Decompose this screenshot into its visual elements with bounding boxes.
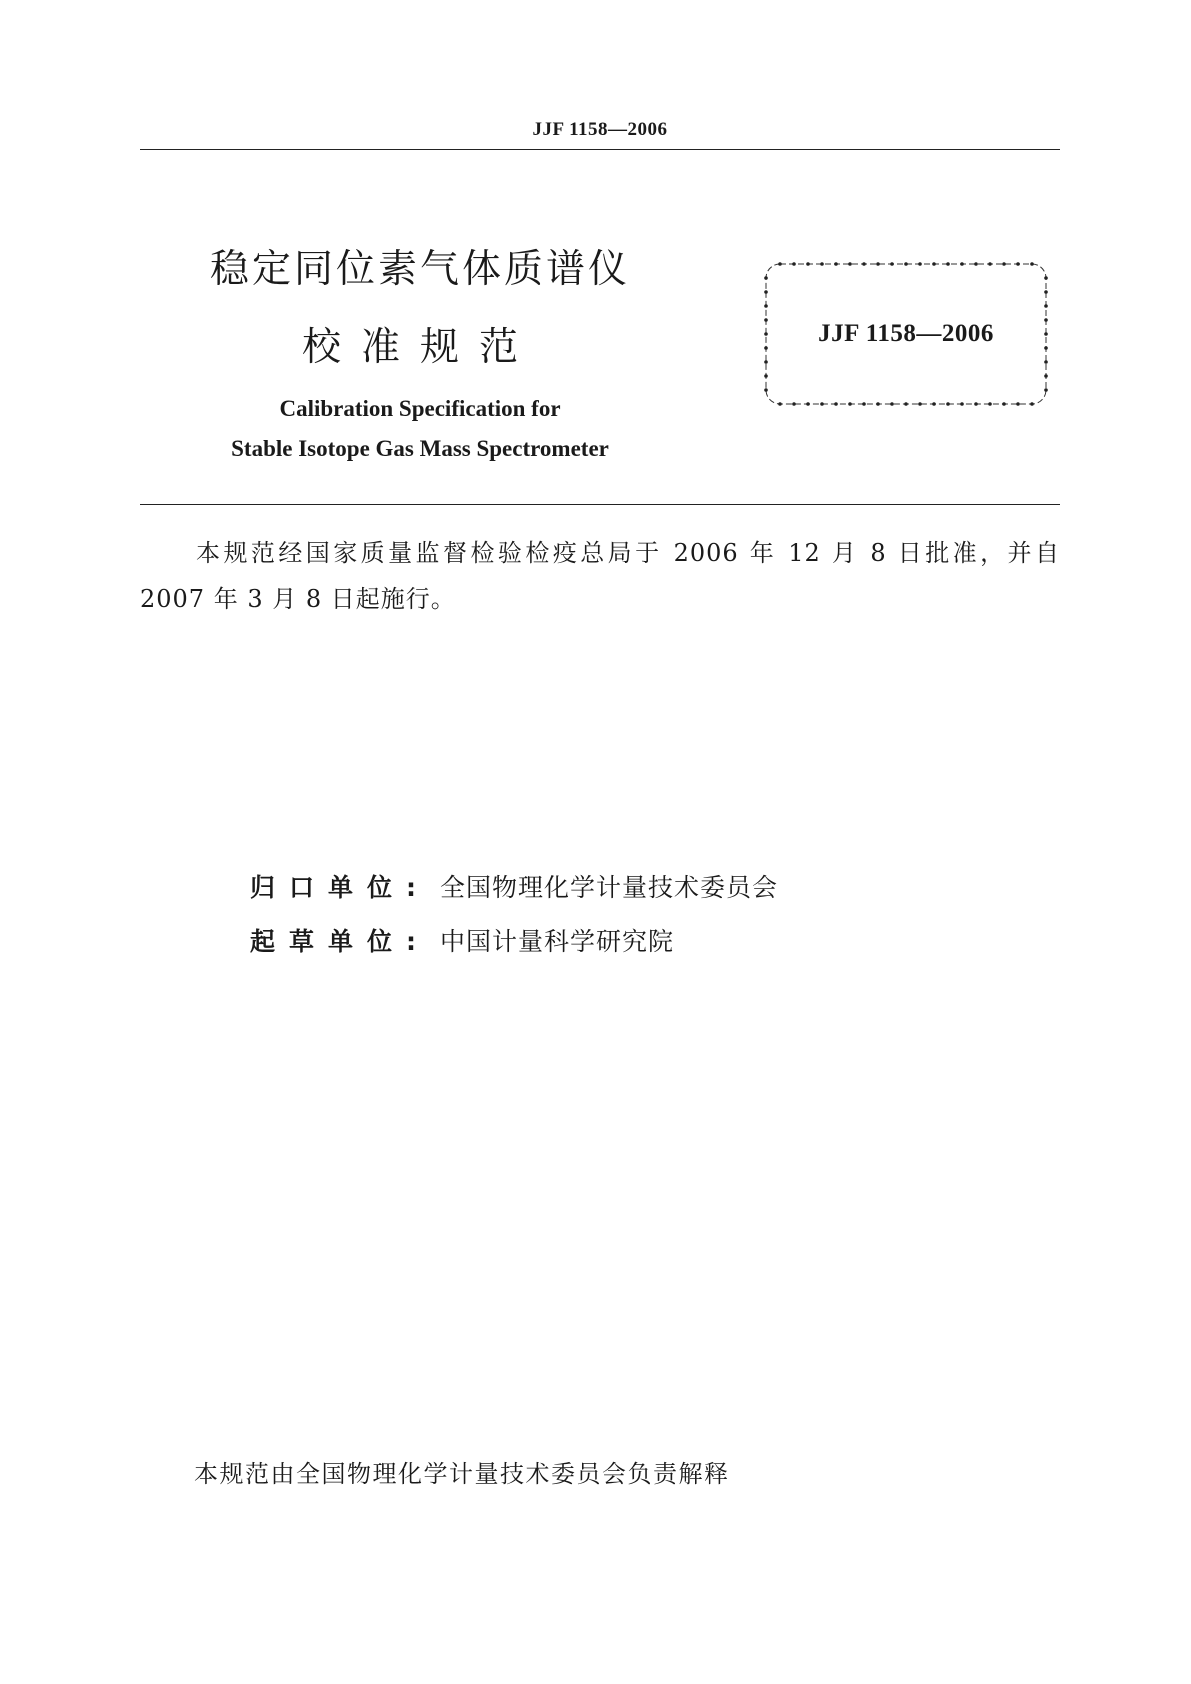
org-value-responsible: 全国物理化学计量技术委员会	[440, 873, 779, 902]
approval-statement: 本规范经国家质量监督检验检疫总局于 2006 年 12 月 8 日批准，并自 2007 年 3 月 8 日起施行。	[140, 539, 1060, 613]
header-rule	[140, 149, 1060, 150]
section-rule	[140, 504, 1060, 505]
document-subtitle-cn: 校准规范	[301, 325, 538, 370]
org-label-drafting: 起草单位:	[250, 927, 430, 956]
org-value-drafting: 中国计量科学研究院	[440, 927, 675, 956]
document-title-en-line2: Stable Isotope Gas Mass Spectrometer	[231, 436, 609, 461]
interpretation-note: 本规范由全国物理化学计量技术委员会负责解释	[194, 1460, 730, 1488]
document-title-cn: 稳定同位素气体质谱仪	[209, 247, 630, 292]
org-row-responsible	[250, 868, 1050, 904]
org-row-drafting	[250, 922, 1050, 958]
standard-code-box	[760, 258, 1052, 410]
org-label-responsible: 归口单位:	[250, 873, 430, 902]
document-title-en-line1: Calibration Specification for	[279, 396, 561, 421]
standard-code-text: JJF 1158—2006	[818, 320, 994, 347]
running-header-code: JJF 1158—2006	[532, 119, 668, 140]
